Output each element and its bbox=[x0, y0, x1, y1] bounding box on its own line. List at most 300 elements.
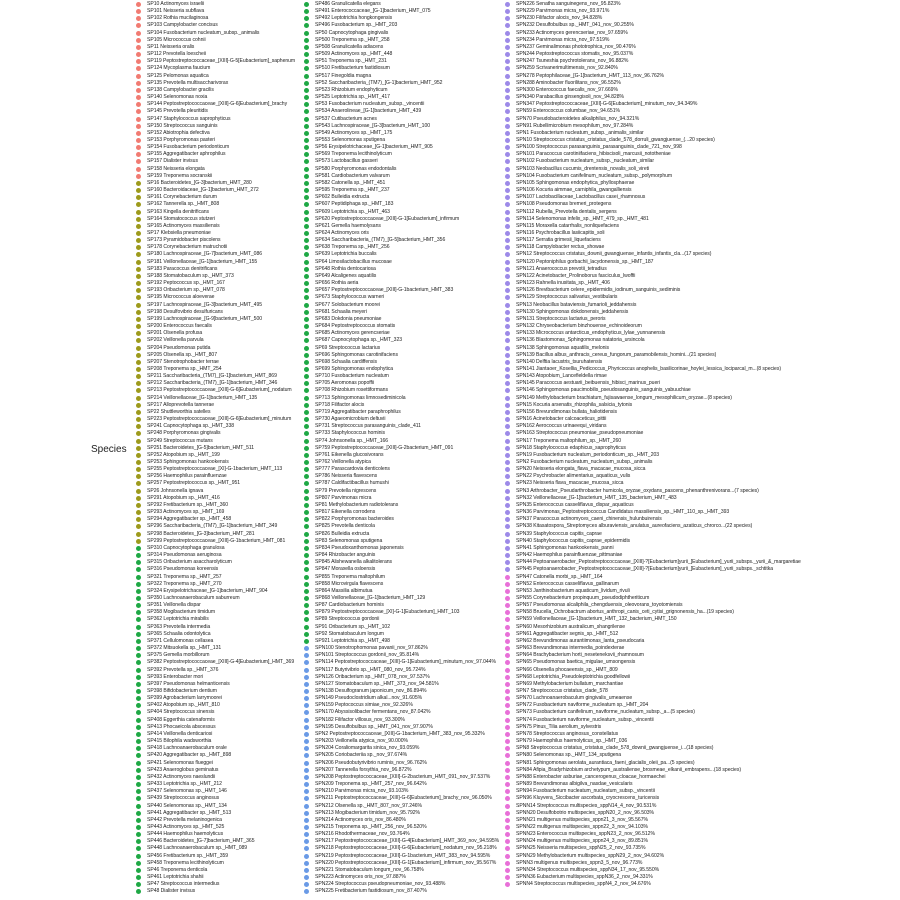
legend-swatch bbox=[136, 431, 141, 436]
legend-swatch bbox=[505, 796, 510, 801]
legend-swatch bbox=[304, 252, 309, 257]
legend-label: SP408 Eggerthia catenaformis bbox=[147, 716, 215, 723]
legend-label: SP91 Oribacterium sp._HMT_102 bbox=[315, 623, 390, 630]
legend-label: SPN68 Leptotrichia_Pseudoleptotrichia goodfellowii bbox=[516, 673, 631, 680]
legend-label: SP188 Stomatobaculum sp._HMT_373 bbox=[147, 272, 234, 279]
legend-swatch bbox=[505, 59, 510, 64]
legend-swatch bbox=[136, 210, 141, 215]
legend-swatch bbox=[304, 725, 309, 730]
legend-swatch bbox=[136, 746, 141, 751]
legend-label: SP135 Prevotella multisaccharivorax bbox=[147, 79, 229, 86]
legend-swatch bbox=[304, 117, 309, 122]
legend-swatch bbox=[136, 882, 141, 887]
legend-label: SP624 Actinomyces oris bbox=[315, 230, 369, 236]
legend-label: SPN244 Peptostreptococcus stomatis_nov_95.037% bbox=[516, 51, 634, 58]
legend-label: SPN62 Brevundimonas aurantiimonas_lanta_pseudocaria bbox=[516, 637, 645, 644]
legend-label: SP500 Treponema sp._HMT_258 bbox=[315, 36, 390, 43]
legend-label: SP486 Granulicatella elegans bbox=[315, 1, 381, 7]
legend-label: SP241 Capnocytophaga sp._HMT_338 bbox=[147, 423, 235, 430]
legend-swatch bbox=[304, 16, 309, 21]
legend-label: SP834 Pseudoxanthomonas japonensis bbox=[315, 544, 404, 551]
legend-label: SP50 Capnocytophaga gingivalis bbox=[315, 29, 389, 36]
legend-label: SP251 Bacteroidetes_[G-5]bacterium_HMT_511 bbox=[147, 444, 255, 451]
legend-label: SPN131 Streptococcus lactarius_peroris bbox=[516, 315, 606, 322]
legend-label: SPN223 Actinomyces oris_nov_97.887% bbox=[315, 874, 406, 881]
legend-label: SP822 Porphyromonas bacteroides bbox=[315, 516, 394, 523]
legend-label: SPN61 Aggregatibacter segnis_sp._HMT_512 bbox=[516, 630, 619, 637]
legend-swatch bbox=[136, 753, 141, 758]
legend-swatch bbox=[304, 782, 309, 787]
legend-label: SPN19 Fusobacterium nucleatum_periodonticum_sp._HMT_203 bbox=[516, 451, 660, 458]
legend-swatch bbox=[505, 66, 510, 71]
legend-label: SPN69 Methylobacterium bullatum_marchantiae bbox=[516, 680, 624, 687]
legend-swatch bbox=[304, 95, 309, 100]
legend-label: SP138 Campylobacter gracilis bbox=[147, 86, 214, 93]
legend-swatch bbox=[505, 732, 510, 737]
legend-swatch bbox=[304, 188, 309, 193]
legend-swatch bbox=[136, 38, 141, 43]
legend-label: SPN96 Kluyvera_Siccibacter ascorbata_cryocrescens_turicensis bbox=[516, 795, 660, 802]
legend-label: SP256 Haemophilus parainfluenzae bbox=[147, 473, 227, 480]
legend-swatch bbox=[136, 159, 141, 164]
legend-label: SPN259 Scrivanerimultimensis_nov_92.840% bbox=[516, 65, 618, 72]
legend-label: SP69 Streptococcus lactarius bbox=[315, 344, 381, 351]
legend-swatch bbox=[136, 74, 141, 79]
legend-label: SP864 Massilia albimutua bbox=[315, 587, 373, 594]
legend-swatch bbox=[136, 16, 141, 21]
legend-swatch bbox=[136, 181, 141, 186]
legend-swatch bbox=[304, 295, 309, 300]
legend-swatch bbox=[136, 489, 141, 494]
legend-swatch bbox=[505, 431, 510, 436]
legend-label: SPN213 Mogibacterium timidum_nov_95.792% bbox=[315, 809, 421, 816]
legend-label: SP163 Kingella denitrificans bbox=[147, 208, 210, 215]
legend-label: SPN230 Filifactor alocis_nov_94.828% bbox=[516, 15, 603, 22]
legend-label: SP413 Phocaeicola abscessus bbox=[147, 723, 216, 730]
legend-label: SP321 Treponema sp._HMT_257 bbox=[147, 573, 222, 580]
legend-label: SP16 Bacteroidetes_[G-3]bacterium_HMT_280 bbox=[147, 179, 252, 186]
legend-swatch bbox=[505, 388, 510, 393]
legend-swatch bbox=[304, 646, 309, 651]
legend-label: SPN2 Peptostreptococcaceae_[XIII]-G-1bacterium_HMT_383_nov_95.332% bbox=[315, 730, 485, 737]
legend-swatch bbox=[505, 167, 510, 172]
legend-label: SPN35 Enterococcus casseliflavus_dispar_aquaticus bbox=[516, 501, 634, 508]
legend-label: SP687 Capnocytophaga sp._HMT_323 bbox=[315, 337, 403, 344]
legend-swatch bbox=[304, 610, 309, 615]
legend-swatch bbox=[505, 639, 510, 644]
legend-swatch bbox=[304, 381, 309, 386]
legend-label: SPNN21 multigenus multispecies_sppn21_3_nov_95.567% bbox=[516, 816, 648, 823]
legend-swatch bbox=[505, 660, 510, 665]
legend-label: SPN209 Treponema sp._HMT_257_nov_96.642% bbox=[315, 781, 427, 788]
legend-label: SPN1 Fusobacterium nucleatum_subsp._animalis_similar bbox=[516, 129, 644, 136]
legend-swatch bbox=[505, 453, 510, 458]
legend-label: SPN278 Peptophilaceae_[G-1]bacterium_HMT_113_nov_96.762% bbox=[516, 72, 665, 79]
legend-swatch bbox=[136, 496, 141, 501]
legend-label: SP683 Dokdonia pneumoniae bbox=[315, 315, 382, 322]
legend-swatch bbox=[304, 832, 309, 837]
legend-label: SPN89 Brevundimonas albigilva_nasdae_vesicularis bbox=[516, 781, 633, 788]
legend-label: SP421 Selenomonas flueggei bbox=[147, 759, 213, 766]
legend-label: SPN122 Acinetobacter_Prolinoborus fasciculus_lwoffii bbox=[516, 272, 636, 279]
legend-label: SP213 Peptostreptococcaceae_[XIII]-G-6[Eubacterium]_nodatum bbox=[147, 387, 292, 394]
legend-label: SP255 Peptostreptococcaceae_[XI]-G-1bacterium_HMT_113 bbox=[147, 466, 283, 473]
legend-swatch bbox=[304, 753, 309, 758]
legend-label: SPN217 Peptostreptococcaceae_[XIII]-G-4[Eubacterium]_HMT_369_nov_94.595% bbox=[315, 838, 500, 845]
legend-swatch bbox=[136, 424, 141, 429]
legend-label: SP223 Peptostreptococcaceae_[XIII]-G-6[Eubacterium]_minutum bbox=[147, 416, 292, 423]
legend-label: SPN18 Staphylococcus edaphicus_saprophyticus bbox=[516, 444, 626, 451]
legend-label: SP423 Anaeroglobus geminatus bbox=[147, 766, 219, 773]
legend-swatch bbox=[136, 310, 141, 315]
legend-label: SP147 Staphylococcus saprophyticus bbox=[147, 115, 231, 122]
legend-label: SPN214 Actinomyces oris_nov_86.480% bbox=[315, 816, 406, 823]
legend-label: SPN10 Streptococcus cristatus_cristatus_clade_578_dorruli_gwangjuense_(...20 species) bbox=[516, 136, 715, 143]
legend-label: SPN17 Treponema maltophilum_sp._HMT_260 bbox=[516, 437, 622, 444]
legend-swatch bbox=[304, 639, 309, 644]
legend-label: SPN205 Coriobacteriia sp._nov_97.674% bbox=[315, 752, 408, 759]
legend-swatch bbox=[505, 9, 510, 14]
legend-label: SPN41 Sphingomonas hankookensis_panni bbox=[516, 544, 614, 551]
legend-label: SP157 Dialister invisus bbox=[147, 158, 198, 165]
legend-swatch bbox=[136, 575, 141, 580]
legend-label: SP525 Leptotrichia sp._HMT_417 bbox=[315, 94, 390, 101]
legend-label: SP124 Mycoplasma faucium bbox=[147, 65, 211, 72]
legend-label: SP868 Veillonellaceae_[G-1]bacterium_HMT_129 bbox=[315, 594, 426, 601]
legend-label: SPN55 Corynebacterium propinquum_pseudodiphtheriticum bbox=[516, 594, 650, 601]
legend-swatch bbox=[136, 610, 141, 615]
legend-swatch bbox=[304, 245, 309, 250]
legend-swatch bbox=[505, 152, 510, 157]
legend-swatch bbox=[505, 596, 510, 601]
legend-swatch bbox=[136, 875, 141, 880]
legend-label: SP458 Treponema lecithinolyticum bbox=[147, 859, 224, 866]
legend-swatch bbox=[304, 796, 309, 801]
legend-label: SP648 Rothia dentocariosa bbox=[315, 265, 376, 272]
legend-swatch bbox=[505, 145, 510, 150]
legend-swatch bbox=[505, 245, 510, 250]
legend-swatch bbox=[505, 539, 510, 544]
legend-swatch bbox=[136, 367, 141, 372]
legend-label: SP144 Peptostreptococcaceae_[XIII]-G-6[Eubacterium]_brachy bbox=[147, 101, 288, 108]
legend-swatch bbox=[505, 589, 510, 594]
legend-label: SP22 Shuttleworthia satelles bbox=[147, 408, 211, 415]
legend-label: SPN118 Campylobacter rectus_showae bbox=[516, 244, 605, 251]
legend-swatch bbox=[136, 689, 141, 694]
legend-label: SP855 Treponema maltophilum bbox=[315, 573, 386, 580]
legend-swatch bbox=[304, 732, 309, 737]
legend-label: SPN103 Neobacillus cucumis_drentensis_novalis_soli_vireti bbox=[516, 165, 650, 172]
legend-swatch bbox=[505, 875, 510, 880]
legend-label: SPN206 Pseudobutyrivibrio ruminis_nov_96.762% bbox=[315, 759, 427, 766]
legend-swatch bbox=[505, 825, 510, 830]
legend-label: SP180 Lachnospiraceae_[G-7]bacterium_HMT_086 bbox=[147, 251, 263, 258]
legend-swatch bbox=[304, 718, 309, 723]
legend-label: SP418 Lachnoanaerobaculum orale bbox=[147, 745, 227, 752]
legend-swatch bbox=[304, 553, 309, 558]
legend-label: SPN104 Fusobacterium canifelinum_nucleatum_subsp._polymorphum bbox=[516, 172, 673, 179]
legend-label: SPN347 Peptostreptococcaceae_[XIII]-G-6[Eubacterium]_minutum_nov_94.349% bbox=[516, 101, 698, 108]
legend-swatch bbox=[304, 582, 309, 587]
legend-swatch bbox=[304, 439, 309, 444]
legend-label: SP371 Cellulomonas cellasea bbox=[147, 637, 214, 644]
legend-swatch bbox=[304, 460, 309, 465]
legend-label: SP64 Limosilactobacillus mucosae bbox=[315, 258, 392, 265]
legend-swatch bbox=[505, 31, 510, 36]
legend-label: SP649 Alcaligenes aquatilis bbox=[315, 272, 377, 279]
legend-label: SP759 Peptostreptococcaceae_[XIII]-G-2bacterium_HMT_091 bbox=[315, 444, 454, 451]
legend-swatch bbox=[304, 431, 309, 436]
legend-swatch bbox=[136, 217, 141, 222]
legend-label: SPN23 Neisseria flava_macacae_mucosa_sicca bbox=[516, 480, 624, 487]
legend-swatch bbox=[136, 703, 141, 708]
legend-label: SPN117 Butyrivibrio sp._HMT_080_nov_95.724% bbox=[315, 666, 426, 673]
legend-swatch bbox=[304, 396, 309, 401]
legend-swatch bbox=[505, 675, 510, 680]
legend-label: SPN60 Mesorhizobium australicum_shangrilense bbox=[516, 623, 626, 630]
legend-swatch bbox=[505, 839, 510, 844]
legend-label: SP208 Treponema sp._HMT_254 bbox=[147, 365, 222, 372]
legend-swatch bbox=[136, 317, 141, 322]
legend-label: SP456 Fretibacterium sp._HMT_359 bbox=[147, 852, 229, 859]
legend-swatch bbox=[505, 668, 510, 673]
legend-label: SP87 Cardiobacterium hominis bbox=[315, 602, 384, 609]
legend-label: SPN57 Pseudomonas alcaliphila_chengduensis_oleovorans_toyotomiensis bbox=[516, 602, 683, 609]
legend-label: SP730 Agaeomicrobium deltuvii bbox=[315, 416, 386, 423]
legend-label: SP858 Microvirgula flavescens bbox=[315, 580, 384, 587]
legend-swatch bbox=[136, 117, 141, 122]
legend-swatch bbox=[505, 689, 510, 694]
legend-label: SP398 Bifidobacterium dentium bbox=[147, 688, 217, 694]
legend-label: SP193 Oribacterium sp._HMT_078 bbox=[147, 287, 225, 294]
legend-swatch bbox=[304, 31, 309, 36]
legend-label: SP439 Streptococcus anginosus bbox=[147, 795, 220, 802]
legend-label: SP382 Peptostreptococcaceae_[XIII]-G-4[Eubacterium]_HMT_369 bbox=[147, 659, 295, 666]
legend-swatch bbox=[505, 238, 510, 243]
legend-label: SPN88 Enterobacter asburiae_cancerogenus_cloacae_hormaechei bbox=[516, 773, 666, 780]
legend-swatch bbox=[505, 768, 510, 773]
legend-swatch bbox=[505, 439, 510, 444]
legend-swatch bbox=[505, 224, 510, 229]
legend-swatch bbox=[304, 66, 309, 71]
legend-label: SPN210 Parvimonas micra_nov_93.103% bbox=[315, 788, 409, 795]
legend-label: SPN114 Selenomonas infelix_sp._HMT_479_sp._HMT_481 bbox=[516, 215, 649, 222]
legend-swatch bbox=[136, 245, 141, 250]
legend-label: SPN340 Parabacillus ginsengisoli_nov_94.828% bbox=[516, 94, 624, 101]
legend-label: SP252 Atopobium sp._HMT_199 bbox=[147, 451, 220, 458]
legend-label: SPN44 Peptoanaerobacter_Peptostreptococcaceae_[XIII]-?[Eubacterium]yurii_[Eubacterium]_yurii_subsps._yurii_&_margaretiae bbox=[516, 559, 801, 566]
legend-swatch bbox=[505, 753, 510, 758]
legend-swatch bbox=[304, 210, 309, 215]
legend-swatch bbox=[136, 410, 141, 415]
legend-label: SP698 Schaalia cardiffensis bbox=[315, 358, 377, 365]
legend-swatch bbox=[136, 768, 141, 773]
legend-swatch bbox=[304, 481, 309, 486]
legend-swatch bbox=[505, 88, 510, 93]
legend-label: SP56 Erysipelotrichaceae_[G-1]bacterium_HMT_905 bbox=[315, 144, 433, 151]
legend-label: SPN42 Haemophilus parainfluenzae_pittmaniae bbox=[516, 552, 623, 559]
legend-label: SPN105 Sphingomonas endophytica_phyllosphaerae bbox=[516, 179, 635, 186]
legend-label: SP825 Prevotella denticola bbox=[315, 523, 375, 530]
legend-swatch bbox=[136, 861, 141, 866]
legend-swatch bbox=[136, 675, 141, 680]
legend-label: SP492 Leptotrichia hongkongensis bbox=[315, 15, 393, 22]
legend-swatch bbox=[304, 474, 309, 479]
legend-label: SPN73 Fusobacterium canifelinum_naviforme_nucleatum_subsp._a...(5 species) bbox=[516, 709, 695, 716]
legend-swatch bbox=[136, 303, 141, 308]
legend-swatch bbox=[136, 252, 141, 257]
legend-swatch bbox=[304, 417, 309, 422]
legend-label: SP125 Pelomonas aquatica bbox=[147, 72, 209, 79]
legend-swatch bbox=[136, 267, 141, 272]
legend-label: SP178 Corynebacterium matruchotii bbox=[147, 244, 228, 251]
legend-swatch bbox=[505, 338, 510, 343]
legend-swatch bbox=[505, 202, 510, 207]
legend-swatch bbox=[136, 474, 141, 479]
legend-label: SPN233 Actinomyces gerencseriae_nov_97.659% bbox=[516, 29, 628, 36]
legend-label: SPN163 Streptococcus pneumoniae_pseudopneumoniae bbox=[516, 430, 644, 437]
legend-swatch bbox=[136, 288, 141, 293]
legend-label: SPNN29 Methylobacterium multispecies_sppN29_2_nov_94.602% bbox=[516, 852, 665, 859]
legend-swatch bbox=[505, 288, 510, 293]
legend-swatch bbox=[136, 331, 141, 336]
legend-swatch bbox=[304, 152, 309, 157]
legend-label: SP316 Pseudomonas koreensis bbox=[147, 566, 219, 573]
legend-swatch bbox=[505, 481, 510, 486]
legend-swatch bbox=[304, 546, 309, 551]
legend-swatch bbox=[505, 367, 510, 372]
legend-label: SPNN23 Enterococcus multispecies_sppN23_2_nov_96.512% bbox=[516, 831, 655, 838]
legend-label: SPN100 Streptococcus parasanguinis_parasanguinis_clade_721_nov_998 bbox=[516, 144, 682, 151]
legend-swatch bbox=[304, 510, 309, 515]
legend-swatch bbox=[505, 324, 510, 329]
legend-label: SP573 Lactobacillus gasseri bbox=[315, 158, 378, 165]
legend-label: SPN22 Psychrobacter alimentarius_aquaticus_vulis bbox=[516, 473, 631, 480]
legend-swatch bbox=[505, 510, 510, 515]
legend-label: SPN37 Paracoccus actinomyces_caeni_chinensis_hulunbuirensis bbox=[516, 516, 662, 523]
legend-swatch bbox=[136, 59, 141, 64]
legend-swatch bbox=[304, 195, 309, 200]
legend-label: SP183 Paracoccus denitrificans bbox=[147, 265, 218, 272]
legend-swatch bbox=[136, 195, 141, 200]
legend-swatch bbox=[304, 839, 309, 844]
legend-swatch bbox=[136, 353, 141, 358]
legend-swatch bbox=[304, 575, 309, 580]
legend-label: SP807 Parvimonas micra bbox=[315, 494, 372, 501]
legend-label: SPNN20 Desulfobotrio multispecies_sppN20_2_nov_96.503% bbox=[516, 809, 655, 816]
legend-swatch bbox=[505, 23, 510, 28]
legend-swatch bbox=[136, 9, 141, 14]
legend-label: SP257 Peptostreptococcus sp._HMT_951 bbox=[147, 480, 241, 487]
legend-label: SP639 Leptotrichia buccalis bbox=[315, 251, 377, 258]
legend-label: SP351 Veillonella dispar bbox=[147, 602, 201, 609]
legend-swatch bbox=[304, 868, 309, 873]
legend-swatch bbox=[136, 224, 141, 229]
legend-label: SPN232 Desulfobulbus sp._HMT_041_nov_90.255% bbox=[516, 22, 634, 29]
legend-swatch bbox=[505, 682, 510, 687]
legend-swatch bbox=[136, 539, 141, 544]
legend-swatch bbox=[505, 396, 510, 401]
legend-label: SP414 Veillonella denticariosi bbox=[147, 730, 213, 737]
legend-label: SPN220 Peptostreptococcaceae_[XIII]-G-1[Eubacterium]_infirmum_nov_95.567% bbox=[315, 859, 497, 866]
legend-swatch bbox=[505, 854, 510, 859]
legend-swatch bbox=[505, 410, 510, 415]
legend-label: SP160 Bacteroidaceae_[G-1]bacterium_HMT_272 bbox=[147, 187, 259, 194]
legend-swatch bbox=[304, 739, 309, 744]
legend-label: SPN38 Kitasatospora_Streptomyces alburaviensis_anulatus_aureofaciens_azaticus_chrorco...(22 species) bbox=[516, 523, 753, 530]
legend-swatch bbox=[505, 610, 510, 615]
legend-label: SP248 Porphyromonas gingivalis bbox=[147, 430, 221, 437]
legend-swatch bbox=[136, 52, 141, 57]
legend-label: SPN59 Veillonellaceae_[G-1]bacterium_HMT_132_bacterium_HMT_150 bbox=[516, 616, 677, 623]
legend-label: SPN237 Geminalimonas phototrophica_nov_90.476% bbox=[516, 43, 636, 50]
legend-label: SPNN3 multigenus multispecies_sppn3_5_nov_96.773% bbox=[516, 859, 643, 866]
legend-label: SP491 Enterococcaceae_[G-1]bacterium_HMT_075 bbox=[315, 8, 431, 15]
legend-swatch bbox=[505, 446, 510, 451]
legend-label: SPN247 Tsuneshia psychrotolerans_nov_96.882% bbox=[516, 58, 629, 65]
legend-swatch bbox=[505, 181, 510, 186]
legend-label: SPNN25 Neisseria multispecies_sppN25_2_nov_93.735% bbox=[516, 845, 646, 852]
legend-swatch bbox=[136, 124, 141, 129]
legend-label: SPN59 Enterococcus columbae_nov_94.651% bbox=[516, 108, 620, 115]
legend-swatch bbox=[136, 131, 141, 136]
legend-swatch bbox=[505, 131, 510, 136]
legend-label: SP89 Streptococcus gordonii bbox=[315, 616, 380, 623]
legend-swatch bbox=[304, 532, 309, 537]
legend-label: SPN170 Abyssisolibacter fermentans_nov_87.042% bbox=[315, 709, 431, 716]
legend-label: SPN195 Desulfobulbus sp._HMT_041_nov_97.907% bbox=[315, 723, 433, 730]
legend-label: SP420 Aggregatibacter sp._HMT_898 bbox=[147, 752, 232, 759]
legend-label: SP847 Moraxella osloensis bbox=[315, 566, 376, 573]
legend-swatch bbox=[304, 181, 309, 186]
legend-label: SP534 Anaerolineae_[G-1]bacterium_HMT_439 bbox=[315, 108, 422, 115]
legend-label: SP140 Selenomonas noxia bbox=[147, 94, 208, 101]
legend-swatch bbox=[304, 388, 309, 393]
legend-swatch bbox=[304, 217, 309, 222]
legend-swatch bbox=[505, 517, 510, 522]
legend-label: SPN136 Blastomonas_Sphingomonas natatoria_ursincola bbox=[516, 337, 645, 344]
legend-label: SPN102 Fusobacterium nucleatum_subsp._nucleatum_similar bbox=[516, 158, 654, 165]
legend-swatch bbox=[505, 188, 510, 193]
legend-label: SPN123 Rahnella inusitata_sp._HMT_406 bbox=[516, 280, 610, 287]
legend-label: SP446 Bacteroidetes_[G-7]bacterium_HMT_365 bbox=[147, 838, 255, 845]
legend-swatch bbox=[136, 725, 141, 730]
legend-swatch bbox=[304, 818, 309, 823]
legend-label: SPN65 Pseudomonas baetica_migulae_umsongensis bbox=[516, 659, 636, 666]
legend-swatch bbox=[304, 310, 309, 315]
legend-label: SP197 Lachnospiraceae_[G-3]bacterium_HMT_495 bbox=[147, 301, 263, 308]
legend-swatch bbox=[304, 854, 309, 859]
legend-label: SP677 Solobacterium moorei bbox=[315, 301, 380, 308]
legend-swatch bbox=[505, 496, 510, 501]
legend-swatch bbox=[505, 503, 510, 508]
legend-label: SPN115 Moraxella catarrhalis_nonliquefaciens bbox=[516, 222, 620, 229]
legend-swatch bbox=[136, 517, 141, 522]
legend-swatch bbox=[136, 109, 141, 114]
legend-label: SPNN36 Eubacterium multispecies_sppN36_2_nov_94.331% bbox=[516, 874, 653, 881]
legend-label: SPNN4 Streptococcus multispecies_sppN4_2_nov_94.676% bbox=[516, 881, 651, 888]
legend-label: SPN108 Pseudomonas bremeri_protegens bbox=[516, 201, 612, 208]
legend-swatch bbox=[304, 224, 309, 229]
legend-swatch bbox=[304, 889, 309, 894]
legend-swatch bbox=[304, 811, 309, 816]
legend-swatch bbox=[505, 575, 510, 580]
legend-label: SP165 Actinomyces massiliensis bbox=[147, 222, 220, 229]
legend-swatch bbox=[304, 696, 309, 701]
legend-label: SP509 Actinomyces sp._HMT_448 bbox=[315, 51, 393, 58]
legend-label: SP461 Leptotrichia shahii bbox=[147, 874, 204, 881]
legend-swatch bbox=[505, 725, 510, 730]
